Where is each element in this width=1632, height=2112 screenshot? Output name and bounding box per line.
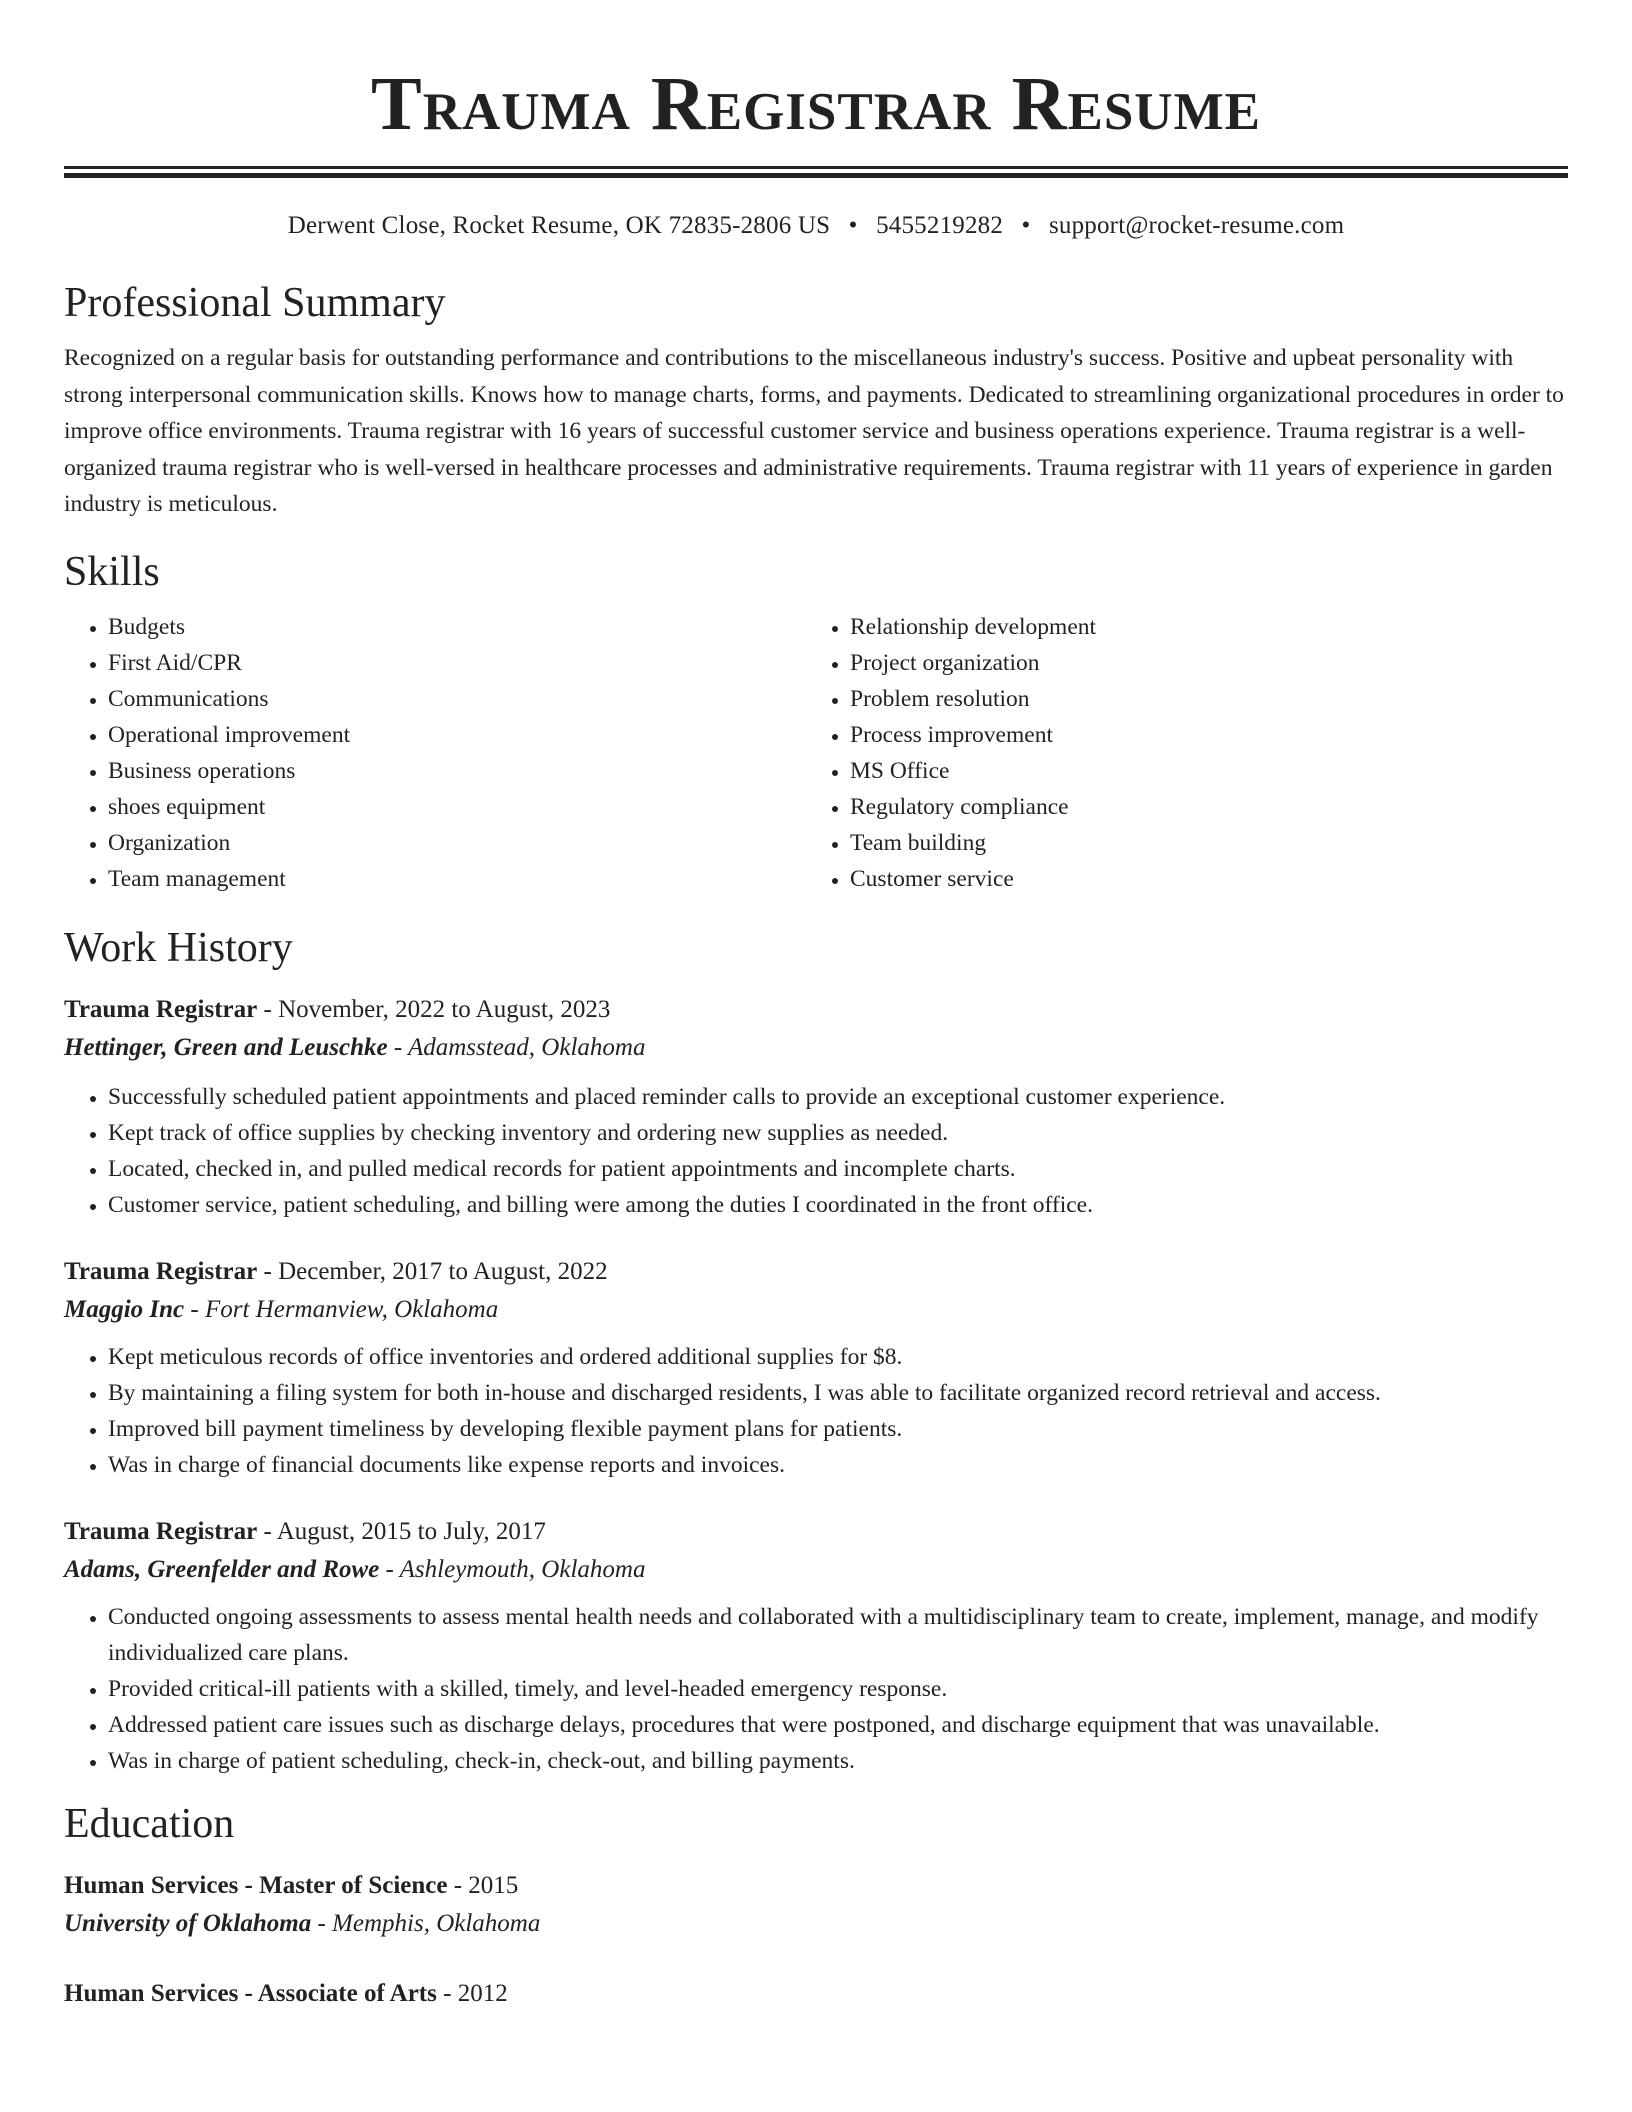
skill-item: • Problem resolution xyxy=(850,681,1548,717)
skills-list-left xyxy=(64,609,806,897)
education-year: - 2015 xyxy=(453,1871,519,1899)
job-bullet: • Kept meticulous records of office inventories and ordered additional supplies for $8. xyxy=(108,1339,1568,1375)
job-title-line xyxy=(64,1513,1568,1551)
education-entry xyxy=(64,1867,1568,1943)
job-bullet: • Located, checked in, and pulled medical records for patient appointments and incomplete charts. xyxy=(108,1151,1568,1187)
job-location: - Adamsstead, Oklahoma xyxy=(393,1033,646,1061)
job-dates: - December, 2017 to August, 2022 xyxy=(263,1257,608,1285)
job-title-line xyxy=(64,991,1568,1029)
job-bullet: • By maintaining a filing system for both in-house and discharged residents, I was able to facilitate organized record retrieval and access. xyxy=(108,1375,1568,1411)
skill-item: • Relationship development xyxy=(850,609,1548,645)
education-degree-line xyxy=(64,1975,1568,2013)
job-title: Trauma Registrar xyxy=(64,1257,258,1285)
job-bullet: • Was in charge of patient scheduling, check-in, check-out, and billing payments. xyxy=(108,1743,1568,1779)
job-company-line xyxy=(64,1551,1568,1589)
job-bullet: • Kept track of office supplies by checking inventory and ordering new supplies as needed. xyxy=(108,1115,1568,1151)
education-entry xyxy=(64,1975,1568,2013)
contact-line xyxy=(64,210,1568,242)
contact-separator: • xyxy=(848,212,858,239)
education-school: University of Oklahoma xyxy=(64,1909,312,1937)
job-bullet: • Customer service, patient scheduling, and billing were among the duties I coordinated in the front office. xyxy=(108,1187,1568,1223)
job-location: - Ashleymouth, Oklahoma xyxy=(385,1555,646,1583)
work-history-heading: Work History xyxy=(64,924,293,971)
skill-item: • Business operations xyxy=(108,753,806,789)
skills-column-right xyxy=(806,609,1548,897)
education-year: - 2012 xyxy=(443,1979,508,2007)
job-entry xyxy=(64,991,1568,1223)
summary-text: Recognized on a regular basis for outstanding performance and contributions to the miscellaneous industry's success. Positive and upbeat personality with strong interpersonal communication skills. Knows how to manage charts, forms, and payments. Dedicated to streamlining organizational procedures in order to improve office environments. Trauma registrar with 16 years of successful customer service and business operations experience. Trauma registrar is a well-organized trauma registrar who is well-versed in healthcare processes and administrative requirements. Trauma registrar with 11 years of experience in garden industry is meticulous. xyxy=(64,345,1564,517)
job-entry xyxy=(64,1513,1568,1779)
job-bullet: • Conducted ongoing assessments to assess mental health needs and collaborated with a multidisciplinary team to create, implement, manage, and modify individualized care plans. xyxy=(108,1599,1568,1671)
skill-item: • Team building xyxy=(850,825,1548,861)
job-entry xyxy=(64,1253,1568,1483)
job-location: - Fort Hermanview, Oklahoma xyxy=(190,1295,499,1323)
title-divider-thin xyxy=(64,166,1568,169)
summary-heading: Professional Summary xyxy=(64,280,446,326)
skill-item: • Operational improvement xyxy=(108,717,806,753)
skill-item: • Customer service xyxy=(850,861,1548,897)
education-school-line xyxy=(64,1905,1568,1943)
job-bullets xyxy=(64,1339,1568,1483)
job-bullets xyxy=(64,1599,1568,1779)
contact-separator: • xyxy=(1021,212,1031,239)
contact-phone: 5455219282 xyxy=(876,212,1004,239)
contact-email: support@rocket-resume.com xyxy=(1048,212,1345,239)
skills-column-left xyxy=(64,609,806,897)
education-location: - Memphis, Oklahoma xyxy=(317,1909,541,1937)
skill-item: • Process improvement xyxy=(850,717,1548,753)
skill-item: • First Aid/CPR xyxy=(108,645,806,681)
resume-title: Trauma Registrar Resume xyxy=(371,62,1261,146)
job-dates: - August, 2015 to July, 2017 xyxy=(263,1517,546,1545)
skill-item: • Regulatory compliance xyxy=(850,789,1548,825)
job-title: Trauma Registrar xyxy=(64,1517,258,1545)
contact-address: Derwent Close, Rocket Resume, OK 72835-2806 US xyxy=(287,212,831,239)
education-heading: Education xyxy=(64,1800,235,1847)
skill-item: • Budgets xyxy=(108,609,806,645)
skill-item: • Communications xyxy=(108,681,806,717)
job-bullet: • Improved bill payment timeliness by developing flexible payment plans for patients. xyxy=(108,1411,1568,1447)
job-dates: - November, 2022 to August, 2023 xyxy=(263,995,611,1023)
skills-heading: Skills xyxy=(64,548,160,595)
job-company-line xyxy=(64,1291,1568,1329)
job-bullet: • Was in charge of financial documents like expense reports and invoices. xyxy=(108,1447,1568,1483)
education-degree: Human Services - Associate of Arts xyxy=(64,1979,437,2007)
skill-item: • MS Office xyxy=(850,753,1548,789)
job-company-line xyxy=(64,1029,1568,1067)
skill-item: • shoes equipment xyxy=(108,789,806,825)
skills-list-right xyxy=(806,609,1548,897)
job-bullet: • Provided critical-ill patients with a skilled, timely, and level-headed emergency response. xyxy=(108,1671,1568,1707)
skill-item: • Team management xyxy=(108,861,806,897)
job-company: Hettinger, Green and Leuschke xyxy=(64,1033,388,1061)
job-bullets xyxy=(64,1079,1568,1223)
job-company: Maggio Inc xyxy=(64,1295,185,1323)
education-degree-line xyxy=(64,1867,1568,1905)
education-degree: Human Services - Master of Science xyxy=(64,1871,448,1899)
job-bullet: • Successfully scheduled patient appointments and placed reminder calls to provide an exceptional customer experience. xyxy=(108,1079,1568,1115)
job-title-line xyxy=(64,1253,1568,1291)
job-company: Adams, Greenfelder and Rowe xyxy=(64,1555,380,1583)
job-bullet: • Addressed patient care issues such as discharge delays, procedures that were postponed, and discharge equipment that was unavailable. xyxy=(108,1707,1568,1743)
skill-item: • Organization xyxy=(108,825,806,861)
skill-item: • Project organization xyxy=(850,645,1548,681)
skills-grid xyxy=(64,609,1568,897)
job-title: Trauma Registrar xyxy=(64,995,258,1023)
title-divider-thick xyxy=(64,173,1568,178)
